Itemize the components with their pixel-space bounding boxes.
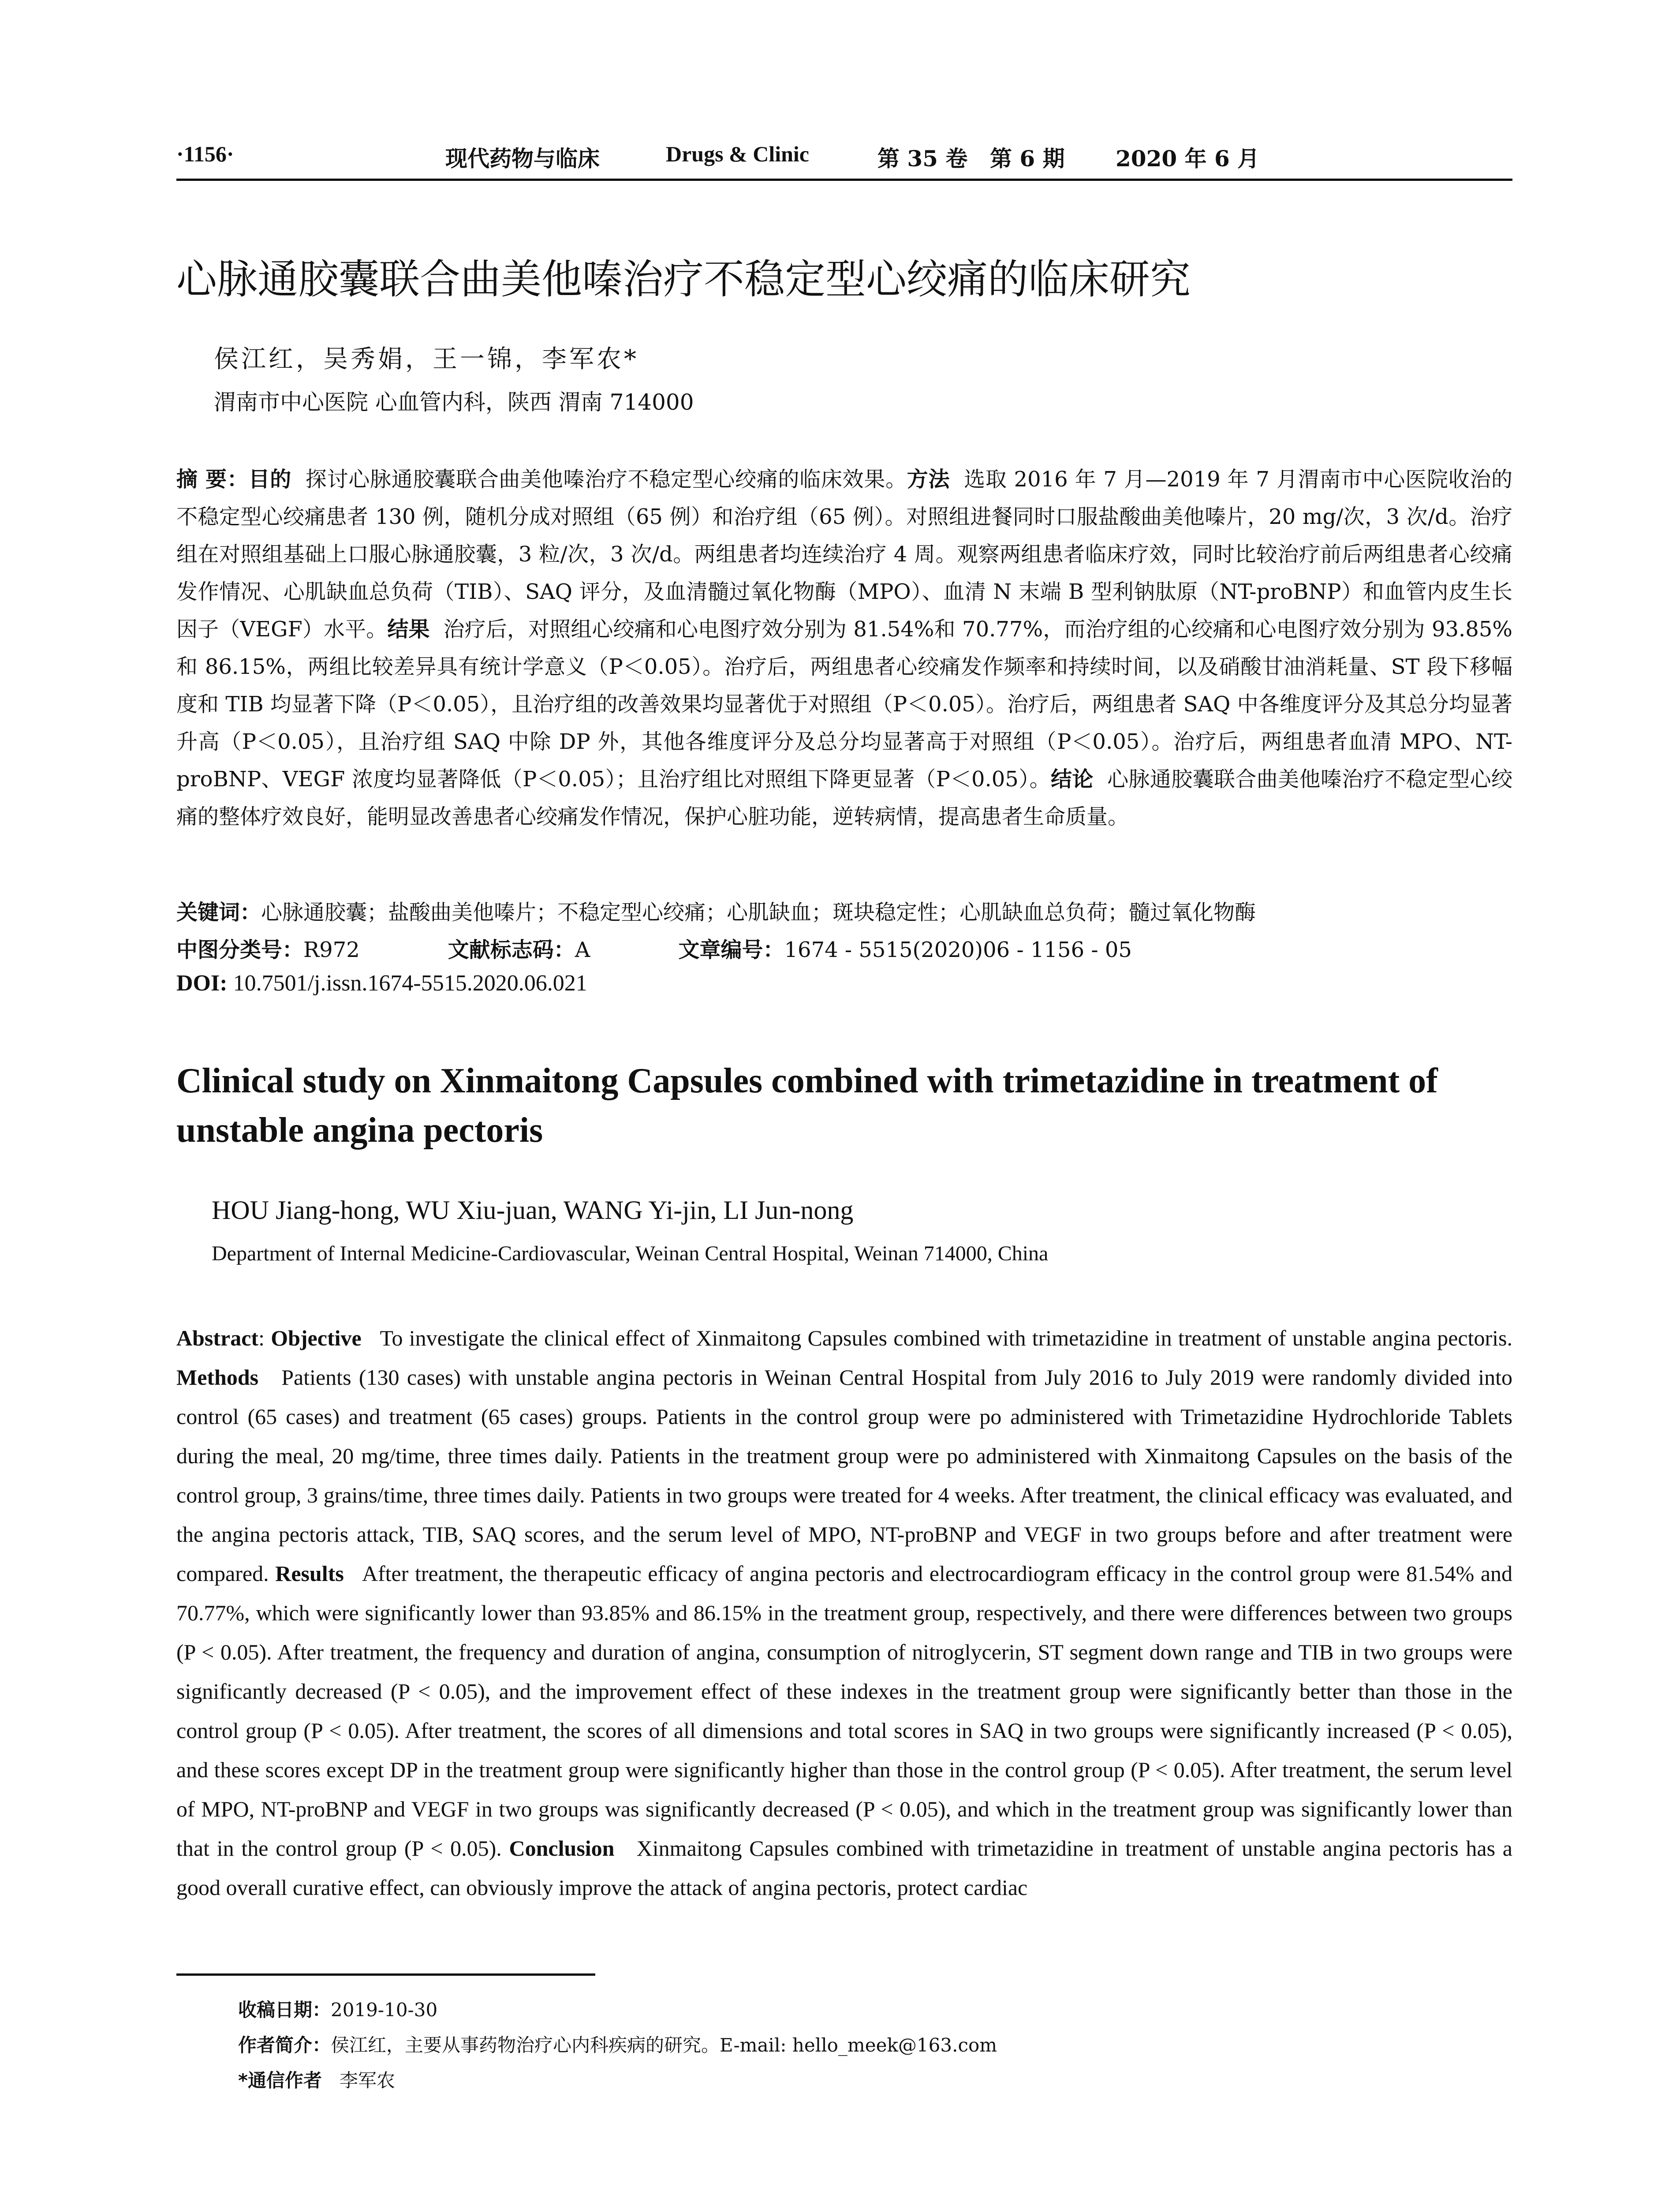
journal-volume: 第 35 卷 bbox=[877, 146, 968, 172]
article-title-cn: 心脉通胶囊联合曲美他嗪治疗不稳定型心绞痛的临床研究 bbox=[176, 256, 1191, 303]
keywords-cn bbox=[176, 895, 1256, 926]
author-bio-label: 作者简介： bbox=[238, 2034, 331, 2056]
abstract-en-results-label: Results bbox=[275, 1561, 344, 1586]
doi-line bbox=[176, 970, 587, 996]
doi-link[interactable]: 10.7501/j.issn.1674-5515.2020.06.021 bbox=[233, 971, 587, 996]
abstract-cn-label: 摘 要： bbox=[176, 467, 249, 492]
clc-value: R972 bbox=[303, 938, 360, 962]
article-no-label: 文章编号： bbox=[678, 938, 784, 962]
abstract-en: Abstract: Objective To investigate the clinical effect of Xinmaitong Capsules combined with trimetazidine in treatment of unstable angina pectoris. Methods Patients (130 cases) with unstable angina pectoris in Weinan Central Hospital from July 2016 to July 2019 were randomly divided into control (65 cases) and treatment (65 cases) groups. Patients in the control group were po administered with Trimetazidine Hydrochloride Tablets during the meal, 20 mg/time, three times daily. Patients in the treatment group were po administered with Xinmaitong Capsules on the basis of the control group, 3 grains/time, three times daily. Patients in two groups were treated for 4 weeks. After treatment, the clinical efficacy was evaluated, and the angina pectoris attack, TIB, SAQ scores, and the serum level of MPO, NT-proBNP and VEGF in two groups before and after treatment were compared. Results After treatment, the therapeutic efficacy of angina pectoris and electrocardiogram efficacy in the control group were 81.54% and 70.77%, which were significantly lower than 93.85% and 86.15% in the treatment group, respectively, and there were differences between two groups (P < 0.05). After treatment, the frequency and duration of angina, consumption of nitroglycerin, ST segment down range and TIB in two groups were significantly decreased (P < 0.05), and the improvement effect of these indexes in the treatment group were significantly better than those in the control group (P < 0.05). After treatment, the scores of all dimensions and total scores in SAQ in two groups were significantly increased (P < 0.05), and these scores except DP in the treatment group were significantly higher than those in the control group (P < 0.05). After treatment, the serum level of MPO, NT-proBNP and VEGF in two groups was significantly decreased (P < 0.05), and which in the treatment group was significantly lower than that in the control group (P < 0.05). Conclusion Xinmaitong Capsules combined with trimetazidine in treatment of unstable angina pectoris has a good overall curative effect, can obviously improve the attack of angina pectoris, protect cardiac bbox=[176, 1326, 1513, 1900]
abstract-cn-results: 治疗后，对照组心绞痛和心电图疗效分别为 81.54%和 70.77%，而治疗组的心绞痛和心电图疗效分别为 93.85%和 86.15%，两组比较差异具有统计学意义（P＜0.05）。治疗后，两组患者心绞痛发作频率和持续时间，以及硝酸甘油消耗量、ST 段下移幅度和 TIB 均显著下降（P＜0.05），且治疗组的改善效果均显著优于对照组（P＜0.05）。治疗后，两组患者 SAQ 中各维度评分及其总分均显著升高（P＜0.05），且治疗组 SAQ 中除 DP 外，其他各维度评分及总分均显著高于对照组（P＜0.05）。治疗后，两组患者血清 MPO、NT-proBNP、VEGF 浓度均显著降低（P＜0.05）；且治疗组比对照组下降更显著（P＜0.05）。 bbox=[176, 617, 1512, 792]
page-number: ·1156· bbox=[176, 142, 234, 166]
header-rule bbox=[176, 179, 1512, 181]
corresponding-author: 李军农 bbox=[340, 2070, 396, 2091]
affiliation-en: Department of Internal Medicine-Cardiovascular, Weinan Central Hospital, Weinan 714000, China bbox=[212, 1242, 1049, 1265]
running-header bbox=[176, 141, 1512, 181]
footnote-corresponding bbox=[238, 2066, 395, 2093]
article-no-value: 1674 - 5515(2020)06 - 1156 - 05 bbox=[784, 938, 1132, 962]
abstract-cn-methods-label: 方法 bbox=[907, 467, 950, 492]
abstract-cn-conclusion: 心脉通胶囊联合曲美他嗪治疗不稳定型心绞痛的整体疗效良好，能明显改善患者心绞痛发作情况，保护心脏功能，逆转病情，提高患者生命质量。 bbox=[176, 767, 1512, 829]
abstract-cn-objective-label: 目的 bbox=[248, 467, 291, 492]
abstract-cn-conclusion-label: 结论 bbox=[1051, 767, 1094, 792]
abstract-en-conclusion-label: Conclusion bbox=[509, 1836, 615, 1861]
footnote-author bbox=[238, 2031, 997, 2057]
abstract-en-methods: Patients (130 cases) with unstable angina pectoris in Weinan Central Hospital from July 2016 to July 2019 were randomly divided into control (65 cases) and treatment (65 cases) groups. Patients in the control group were po administered with Trimetazidine Hydrochloride Tablets during the meal, 20 mg/time, three times daily. Patients in the treatment group were po administered with Xinmaitong Capsules on the basis of the control group, 3 grains/time, three times daily. Patients in two groups were treated for 4 weeks. After treatment, the clinical efficacy was evaluated, and the angina pectoris attack, TIB, SAQ scores, and the serum level of MPO, NT-proBNP and VEGF in two groups before and after treatment were compared. bbox=[176, 1365, 1513, 1586]
journal-name-en: Drugs & Clinic bbox=[666, 142, 809, 166]
doc-code-label: 文献标志码： bbox=[448, 938, 575, 962]
abstract-cn-objective: 探讨心脉通胶囊联合曲美他嗪治疗不稳定型心绞痛的临床效果。 bbox=[305, 467, 907, 492]
footnote-received bbox=[238, 1996, 437, 2022]
affiliation-cn: 渭南市中心医院 心血管内科，陕西 渭南 714000 bbox=[214, 389, 694, 415]
received-label: 收稿日期： bbox=[238, 1999, 331, 2021]
abstract-en-objective-label: Objective bbox=[271, 1326, 362, 1350]
abstract-en-conclusion: Xinmaitong Capsules combined with trimetazidine in treatment of unstable angina pectoris has a good overall curative effect, can obviously improve the attack of angina pectoris, protect cardiac bbox=[176, 1836, 1512, 1900]
authors-en: HOU Jiang-hong, WU Xiu-juan, WANG Yi-jin, LI Jun-nong bbox=[212, 1196, 854, 1225]
footnote-rule bbox=[176, 1973, 595, 1976]
classification-line bbox=[176, 933, 1132, 963]
article-title-en: Clinical study on Xinmaitong Capsules combined with trimetazidine in treatment of unstable angina pectoris bbox=[176, 1061, 1438, 1150]
abstract-en-methods-label: Methods bbox=[176, 1365, 259, 1390]
journal-name-cn: 现代药物与临床 bbox=[445, 146, 600, 172]
abstract-cn-results-label: 结果 bbox=[387, 617, 430, 642]
authors-cn: 侯江红，吴秀娟，王一锦，李军农* bbox=[214, 345, 639, 374]
abstract-cn bbox=[176, 461, 1512, 836]
journal-date: 2020 年 6 月 bbox=[1116, 146, 1260, 172]
abstract-cn-methods: 选取 2016 年 7 月—2019 年 7 月渭南市中心医院收治的不稳定型心绞痛患者 130 例，随机分成对照组（65 例）和治疗组（65 例）。对照组进餐同时口服盐酸曲美他嗪片，20 mg/次，3 次/d。治疗组在对照组基础上口服心脉通胶囊，3 粒/次，3 次/d。两组患者均连续治疗 4 周。观察两组患者临床疗效，同时比较治疗前后两组患者心绞痛发作情况、心肌缺血总负荷（TIB）、SAQ 评分，及血清髓过氧化物酶（MPO）、血清 N 末端 B 型利钠肽原（NT-proBNP）和血管内皮生长因子（VEGF）水平。 bbox=[176, 467, 1512, 642]
abstract-en-results: After treatment, the therapeutic efficacy of angina pectoris and electrocardiogram efficacy in the control group were 81.54% and 70.77%, which were significantly lower than 93.85% and 86.15% in the treatment group, respectively, and there were differences between two groups (P < 0.05). After treatment, the frequency and duration of angina, consumption of nitroglycerin, ST segment down range and TIB in two groups were significantly decreased (P < 0.05), and the improvement effect of these indexes in the treatment group were significantly better than those in the control group (P < 0.05). After treatment, the scores of all dimensions and total scores in SAQ in two groups were significantly increased (P < 0.05), and these scores except DP in the treatment group were significantly higher than those in the control group (P < 0.05). After treatment, the serum level of MPO, NT-proBNP and VEGF in two groups was significantly decreased (P < 0.05), and which in the treatment group was significantly lower than that in the control group (P < 0.05). bbox=[176, 1561, 1513, 1861]
received-date: 2019-10-30 bbox=[331, 1999, 438, 2021]
clc-label: 中图分类号： bbox=[176, 938, 304, 962]
keywords-cn-text: 心脉通胶囊；盐酸曲美他嗪片；不稳定型心绞痛；心肌缺血；斑块稳定性；心肌缺血总负荷；髓过氧化物酶 bbox=[261, 900, 1256, 925]
journal-issue: 第 6 期 bbox=[990, 146, 1065, 172]
author-bio: 侯江红，主要从事药物治疗心内科疾病的研究。E-mail: hello_meek@163.com bbox=[331, 2034, 997, 2056]
abstract-en-label: Abstract bbox=[176, 1326, 259, 1350]
doc-code-value: A bbox=[575, 938, 590, 962]
abstract-en-objective: To investigate the clinical effect of Xinmaitong Capsules combined with trimetazidine in treatment of unstable angina pectoris. bbox=[380, 1326, 1512, 1350]
doi-label: DOI: bbox=[176, 971, 228, 996]
corresponding-label: *通信作者 bbox=[238, 2070, 322, 2091]
keywords-cn-label: 关键词： bbox=[176, 900, 261, 925]
